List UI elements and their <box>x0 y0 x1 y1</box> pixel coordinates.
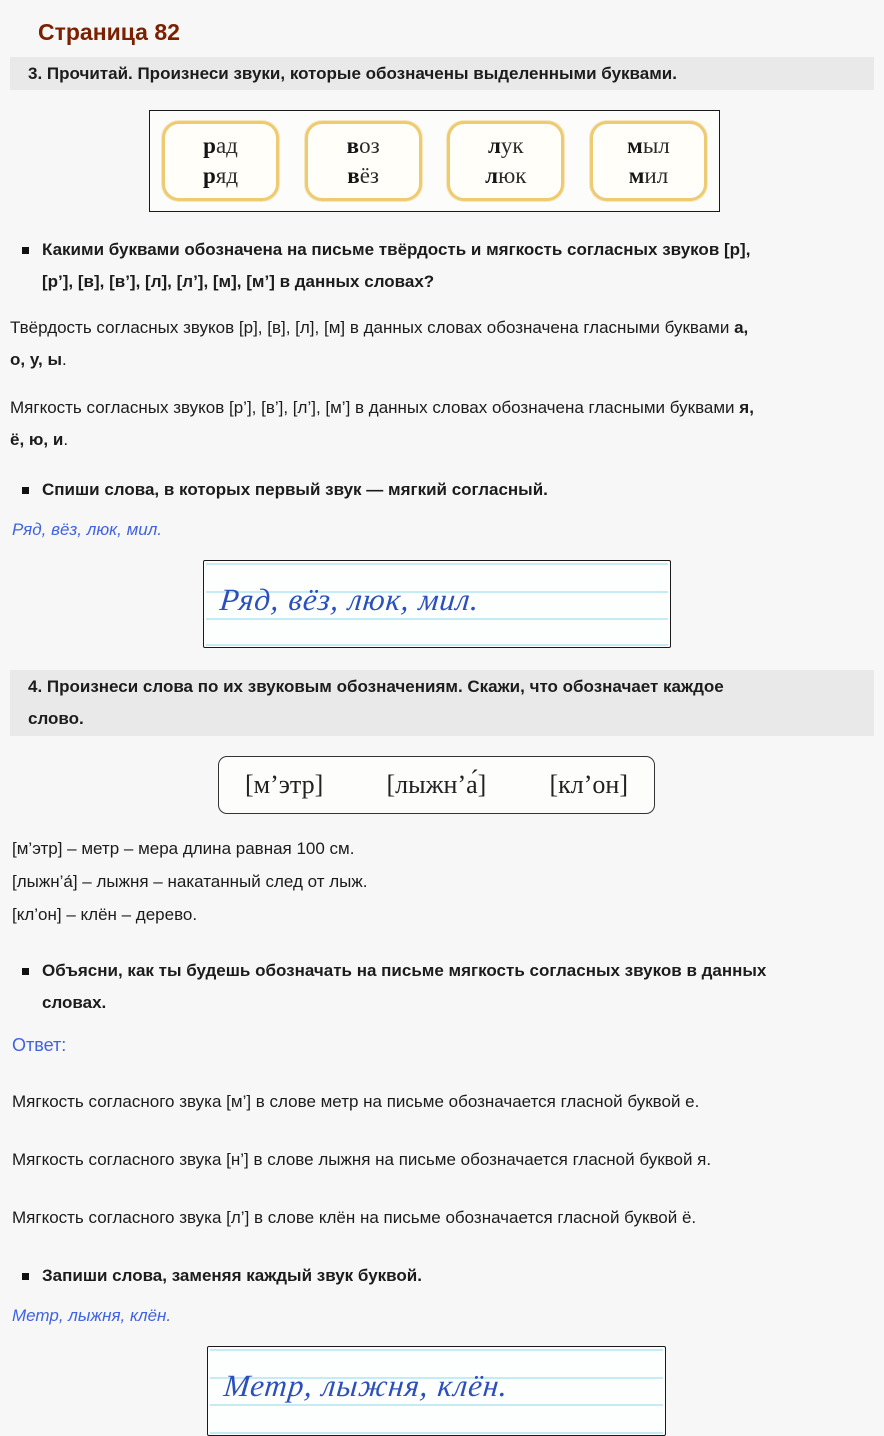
page-title: Страница 82 <box>38 19 180 45</box>
transcription-lyzhnya: [лыжн’а́] <box>386 770 487 799</box>
answer-label: Ответ: <box>12 1035 67 1055</box>
word-card-luk-lyuk <box>447 121 564 201</box>
highlight-letter: л <box>485 163 499 188</box>
word-definitions <box>12 832 874 931</box>
answer-soft-words: Ряд, вёз, люк, мил. <box>12 520 163 539</box>
task-copy-soft-words: Спиши слова, в которых первый звук — мягкий согласный. <box>22 474 874 506</box>
handwritten-answer-1: Ряд, вёз, люк, мил. <box>218 582 482 617</box>
softness-answer-paragraph: Мягкость согласных звуков [р’], [в’], [л’], [м’] в данных словах обозначена гласными буквами я, ё, ю, и. <box>10 398 754 449</box>
answer-written-words: Метр, лыжня, клён. <box>12 1306 172 1325</box>
transcription-box <box>218 756 655 814</box>
word-pair-bottom: люк <box>485 163 527 188</box>
word-pair-top: лук <box>488 133 524 158</box>
word-pair-bottom: мил <box>628 163 669 188</box>
word-pair-bottom: ряд <box>202 163 239 188</box>
highlight-letter: м <box>628 163 645 188</box>
word-pairs-box <box>149 110 720 212</box>
highlight-letter: р <box>203 133 216 158</box>
highlight-letter: в <box>346 133 360 158</box>
definition-klyon: [кл’он] – клён – дерево. <box>12 905 198 924</box>
square-bullet-icon <box>22 1273 29 1280</box>
question-explain-softness: Объясни, как ты будешь обозначать на письме мягкость согласных звуков в данных словах. <box>22 955 874 1019</box>
word-card-voz-vyoz <box>305 121 422 201</box>
exercise-4-header: 4. Произнеси слова по их звуковым обозначениям. Скажи, что обозначает каждое слово. <box>10 670 874 736</box>
word-pair-top: воз <box>346 133 380 158</box>
transcription-klyon: [кл’он] <box>549 770 628 799</box>
exercise-3-header: 3. Прочитай. Произнеси звуки, которые обозначены выделенными буквами. <box>10 57 874 90</box>
square-bullet-icon <box>22 247 29 254</box>
explanation-metr: Мягкость согласного звука [м’] в слове метр на письме обозначается гласной буквой е. <box>12 1092 700 1111</box>
highlight-letter: л <box>488 133 501 158</box>
highlight-letter: м <box>627 133 643 158</box>
word-pair-top: рад <box>203 133 238 158</box>
highlight-letter: р <box>202 163 216 188</box>
ruled-line <box>210 1349 663 1351</box>
square-bullet-icon <box>22 487 29 494</box>
ruled-line <box>206 644 668 646</box>
explanation-klyon: Мягкость согласного звука [л’] в слове клён на письме обозначается гласной буквой ё. <box>12 1208 697 1227</box>
highlight-letter: в <box>347 163 360 188</box>
explanation-lyzhnya: Мягкость согласного звука [н’] в слове лыжня на письме обозначается гласной буквой я. <box>12 1150 712 1169</box>
handwriting-area-1 <box>203 560 671 648</box>
task-write-words: Запиши слова, заменяя каждый звук буквой. <box>22 1260 874 1292</box>
ruled-line <box>210 1404 663 1406</box>
word-card-rad-ryad <box>162 121 279 201</box>
ruled-line <box>206 563 668 565</box>
word-pair-bottom: вёз <box>347 163 380 188</box>
ruled-line <box>210 1432 663 1434</box>
definition-lyzhnya: [лыжн’а́] – лыжня – накатанный след от лыж. <box>12 872 368 891</box>
ruled-line <box>206 618 668 620</box>
word-pair-top: мыл <box>627 133 670 158</box>
question-hard-soft-letters: Какими буквами обозначена на письме твёрдость и мягкость согласных звуков [р], [р’], [в], [в’], [л], [л’], [м], [м’] в данных словах? <box>22 234 874 298</box>
square-bullet-icon <box>22 968 29 975</box>
word-card-myl-mil <box>590 121 707 201</box>
definition-metr: [м’этр] – метр – мера длина равная 100 см. <box>12 839 355 858</box>
transcription-metr: [м’этр] <box>245 770 324 799</box>
handwritten-answer-2: Метр, лыжня, клён. <box>222 1368 511 1403</box>
hardness-answer-paragraph: Твёрдость согласных звуков [р], [в], [л], [м] в данных словах обозначена гласными буквами а, о, у, ы. <box>10 318 749 369</box>
handwriting-area-2 <box>207 1346 666 1436</box>
